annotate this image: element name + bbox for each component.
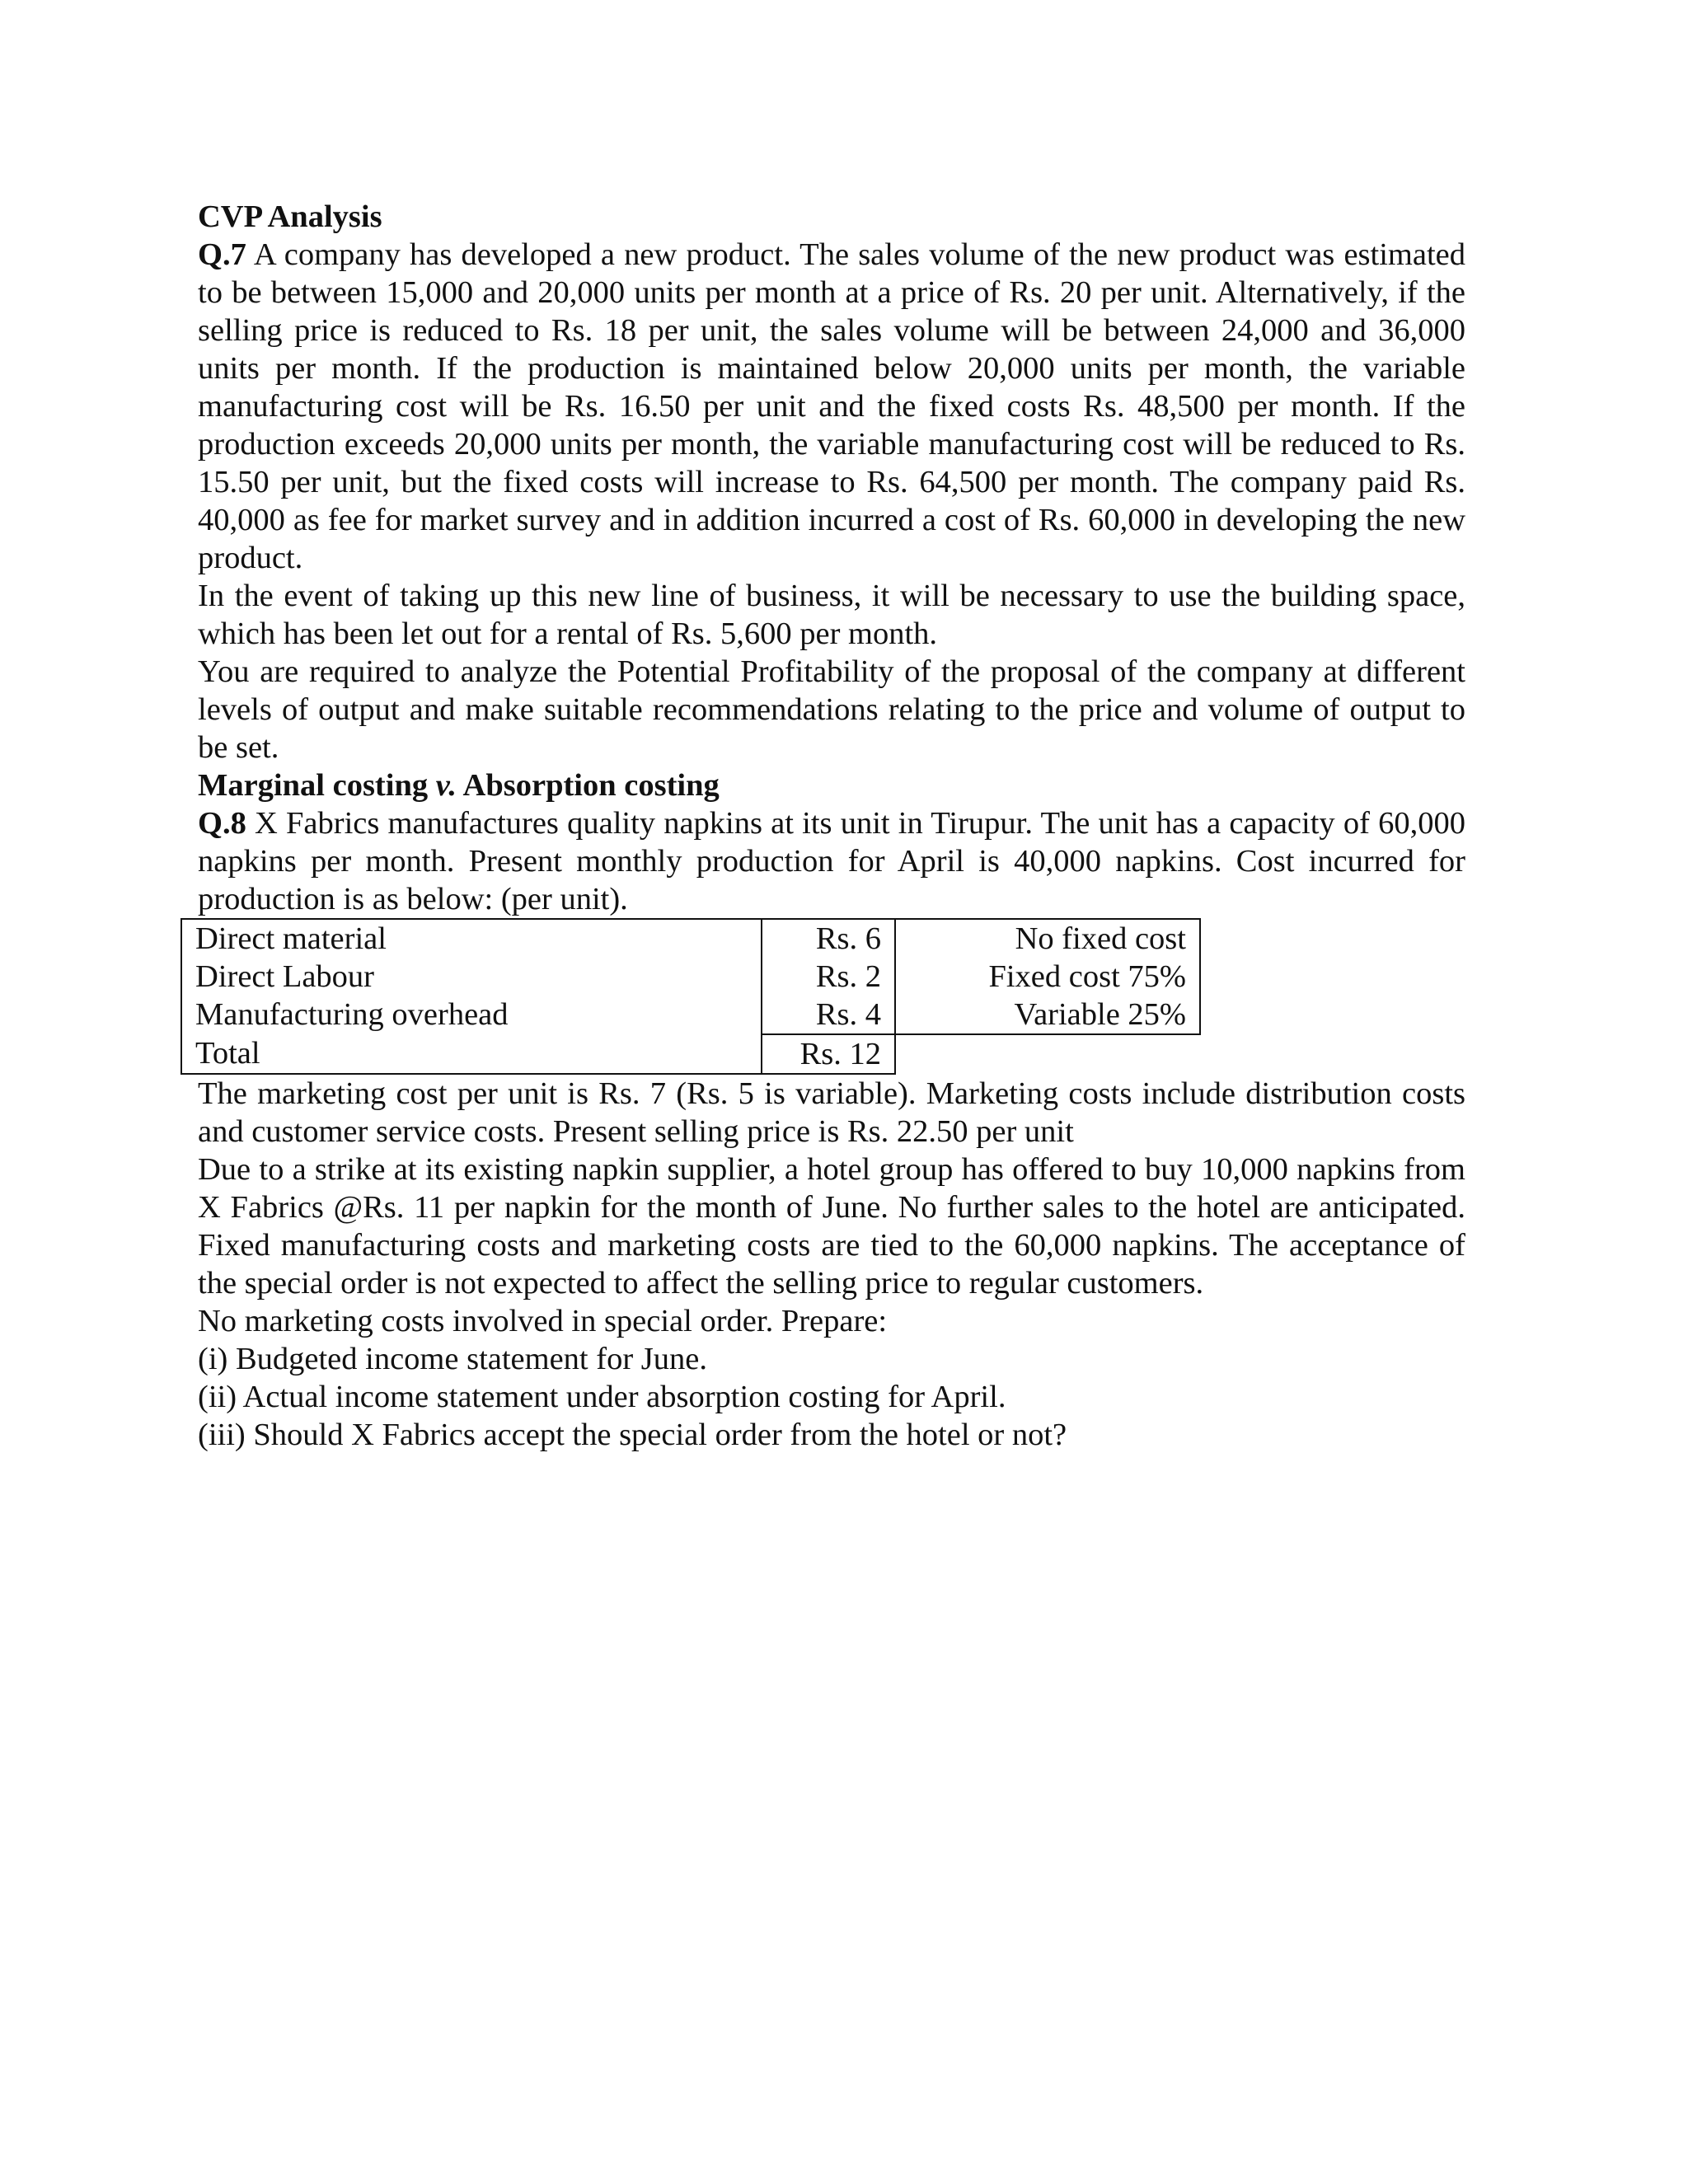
question-8-paragraph-3: Due to a strike at its existing napkin supplier, a hotel group has offered to buy 10,000 napkins from X Fabrics @Rs. 11 per napkin for the month of June. No further sales to the hotel are anticipated. Fixed manufacturing costs and marketing costs are tied to the 60,000 napkins. The acceptance of the special order is not expected to affect the selling price to regular customers. xyxy=(198,1152,1465,1301)
list-item: (i) Budgeted income statement for June. xyxy=(198,1342,707,1376)
table-cell-amount: Rs. 2 xyxy=(762,958,895,996)
table-cell-note: Fixed cost 75% xyxy=(895,958,1200,996)
table-cell-item: Direct Labour xyxy=(181,958,762,996)
table-row xyxy=(181,996,1200,1034)
section-heading-cvp: CVP Analysis xyxy=(198,199,382,234)
table-cell-amount: Rs. 4 xyxy=(762,996,895,1034)
question-7-text: A company has developed a new product. The sales volume of the new product was estimated to be between 15,000 and 20,000 units per month at a price of Rs. 20 per unit. Alternatively, if the selling price is reduced to Rs. 18 per unit, the sales volume will be between 24,000 and 36,000 units per month. If the production is maintained below 20,000 units per month, the variable manufacturing cost will be Rs. 16.50 per unit and the fixed costs Rs. 48,500 per month. If the production exceeds 20,000 units per month, the variable manufacturing cost will be reduced to Rs. 15.50 per unit, but the fixed costs will increase to Rs. 64,500 per month. The company paid Rs. 40,000 as fee for market survey and in addition incurred a cost of Rs. 60,000 in developing the new product. xyxy=(198,237,1465,575)
question-7-paragraph-3: You are required to analyze the Potential Profitability of the proposal of the company at different levels of output and make suitable recommendations relating to the price and volume of output to be set. xyxy=(198,654,1465,765)
question-8-text: X Fabrics manufactures quality napkins at its unit in Tirupur. The unit has a capacity of 60,000 napkins per month. Present monthly production for April is 40,000 napkins. Cost incurred for production is as below: (per unit). xyxy=(198,806,1465,916)
document-page xyxy=(195,198,1465,1454)
question-8-label: Q.8 xyxy=(198,806,246,841)
question-8-paragraph-4: No marketing costs involved in special order. Prepare: xyxy=(198,1304,888,1338)
table-cell-item: Direct material xyxy=(181,919,762,958)
question-7-paragraph-2: In the event of taking up this new line of business, it will be necessary to use the building space, which has been let out for a rental of Rs. 5,600 per month. xyxy=(198,579,1465,651)
table-row xyxy=(181,1034,1200,1074)
table-cell-note: Variable 25% xyxy=(895,996,1200,1034)
table-cell-note: No fixed cost xyxy=(895,919,1200,958)
list-item: (ii) Actual income statement under absorption costing for April. xyxy=(198,1380,1006,1414)
question-7-paragraph xyxy=(198,236,1465,577)
table-cell-item: Total xyxy=(181,1034,762,1074)
question-8-paragraph-2: The marketing cost per unit is Rs. 7 (Rs. 5 is variable). Marketing costs include distribution costs and customer service costs. Present selling price is Rs. 22.50 per unit xyxy=(198,1076,1465,1149)
question-8-paragraph xyxy=(198,804,1465,918)
section-heading-marginal-costing: Marginal costing v. Absorption costing xyxy=(198,768,720,803)
cost-table xyxy=(181,918,1201,1075)
table-row xyxy=(181,919,1200,958)
question-7-label: Q.7 xyxy=(198,237,246,272)
table-cell-note xyxy=(895,1034,1200,1074)
table-cell-amount: Rs. 12 xyxy=(762,1034,895,1074)
list-item: (iii) Should X Fabrics accept the special order from the hotel or not? xyxy=(198,1418,1067,1452)
table-row xyxy=(181,958,1200,996)
table-cell-amount: Rs. 6 xyxy=(762,919,895,958)
table-cell-item: Manufacturing overhead xyxy=(181,996,762,1034)
